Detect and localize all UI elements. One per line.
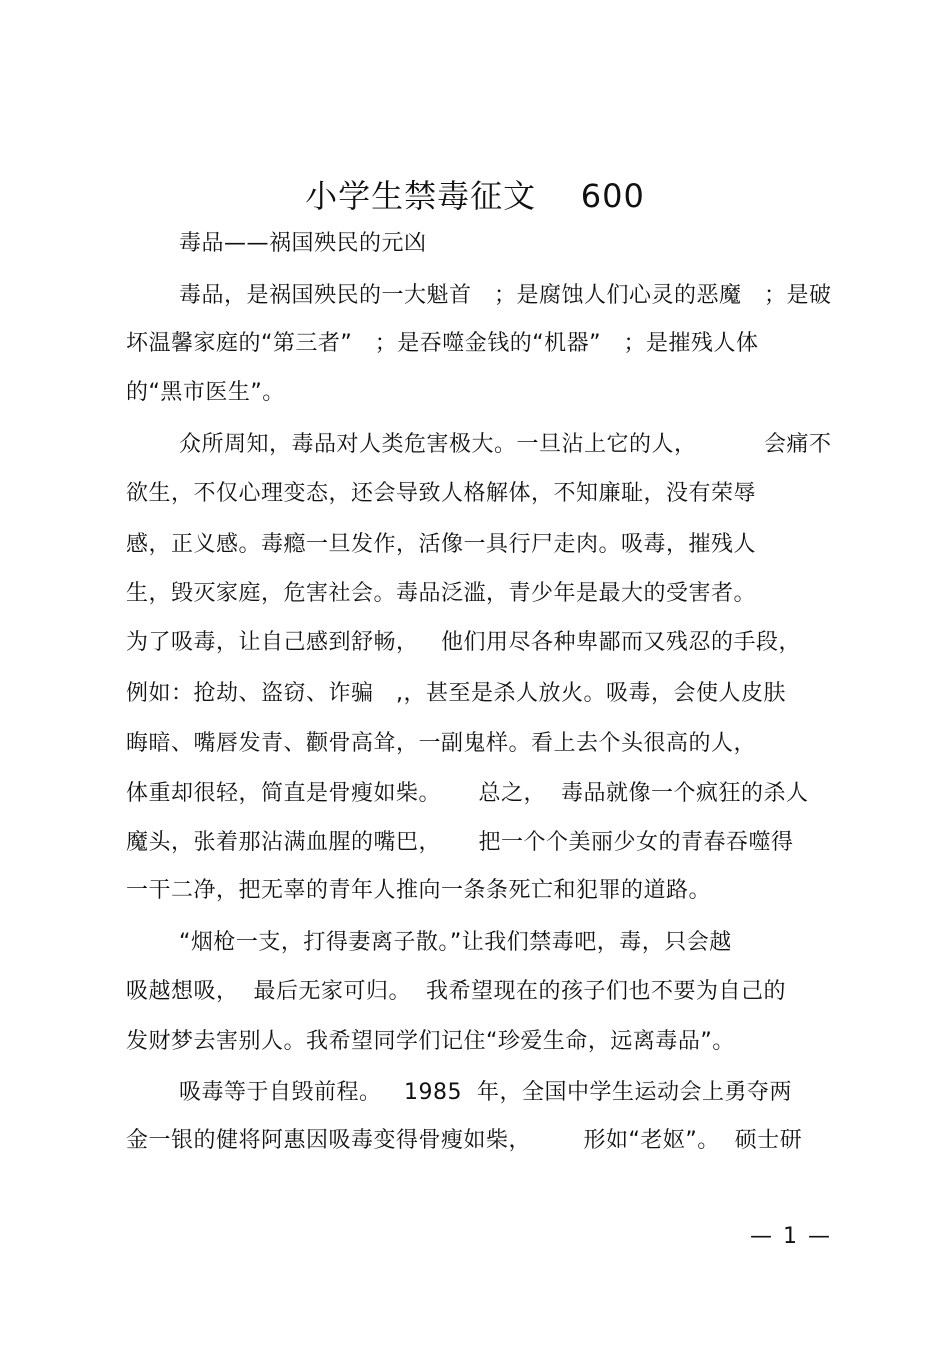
paragraph-line: 例如：抢劫、盗窃、诈骗 ,，甚至是杀人放火。吸毒，会使人皮肤 bbox=[126, 681, 786, 706]
paragraph-line: 毒品，是祸国殃民的一大魁首 ；是腐蚀人们心灵的恶魔 ；是破 bbox=[179, 283, 832, 308]
paragraph-line: 为了吸毒，让自己感到舒畅， 他们用尽各种卑鄙而又残忍的手段， bbox=[126, 630, 801, 655]
paragraph-line: 晦暗、嘴唇发青、颧骨高耸，一副鬼样。看上去个头很高的人， bbox=[126, 731, 757, 756]
subtitle-line: 毒品——祸国殃民的元凶 bbox=[179, 231, 427, 256]
page-number: — 1 — bbox=[750, 1224, 832, 1249]
paragraph-line: 众所周知，毒品对人类危害极大。一旦沾上它的人， 会痛不 bbox=[179, 432, 832, 457]
paragraph-line: 欲生，不仅心理变态，还会导致人格解体，不知廉耻，没有荣辱 bbox=[126, 481, 757, 506]
paragraph-line: 生，毁灭家庭，危害社会。毒品泛滥，青少年是最大的受害者。 bbox=[126, 581, 757, 606]
paragraph-line: 魔头，张着那沾满血腥的嘴巴， 把一个个美丽少女的青春吞噬得 bbox=[126, 830, 794, 855]
paragraph-line: “烟枪一支，打得妻离子散。”让我们禁毒吧，毒，只会越 bbox=[179, 930, 732, 955]
paragraph-line: 的“黑市医生”。 bbox=[126, 380, 285, 405]
paragraph-line: 体重却很轻，简直是骨瘦如柴。 总之， 毒品就像一个疯狂的杀人 bbox=[126, 781, 809, 806]
paragraph-line: 坏温馨家庭的“第三者” ；是吞噬金钱的“机器” ；是摧残人体 bbox=[126, 331, 759, 356]
paragraph-line: 一干二净，把无辜的青年人推向一条条死亡和犯罪的道路。 bbox=[126, 878, 712, 903]
paragraph-line: 吸毒等于自毁前程。 1985 年，全国中学生运动会上勇夺两 bbox=[179, 1080, 792, 1105]
document-title: 小学生禁毒征文 600 bbox=[305, 177, 645, 215]
paragraph-line: 发财梦去害别人。我希望同学们记住“珍爱生命，远离毒品”。 bbox=[126, 1029, 735, 1054]
paragraph-line: 感，正义感。毒瘾一旦发作，活像一具行尸走肉。吸毒，摧残人 bbox=[126, 532, 757, 557]
paragraph-line: 金一银的健将阿惠因吸毒变得骨瘦如柴， 形如“老妪”。 硕士研 bbox=[126, 1128, 803, 1153]
paragraph-line: 吸越想吸， 最后无家可归。 我希望现在的孩子们也不要为自己的 bbox=[126, 979, 786, 1004]
